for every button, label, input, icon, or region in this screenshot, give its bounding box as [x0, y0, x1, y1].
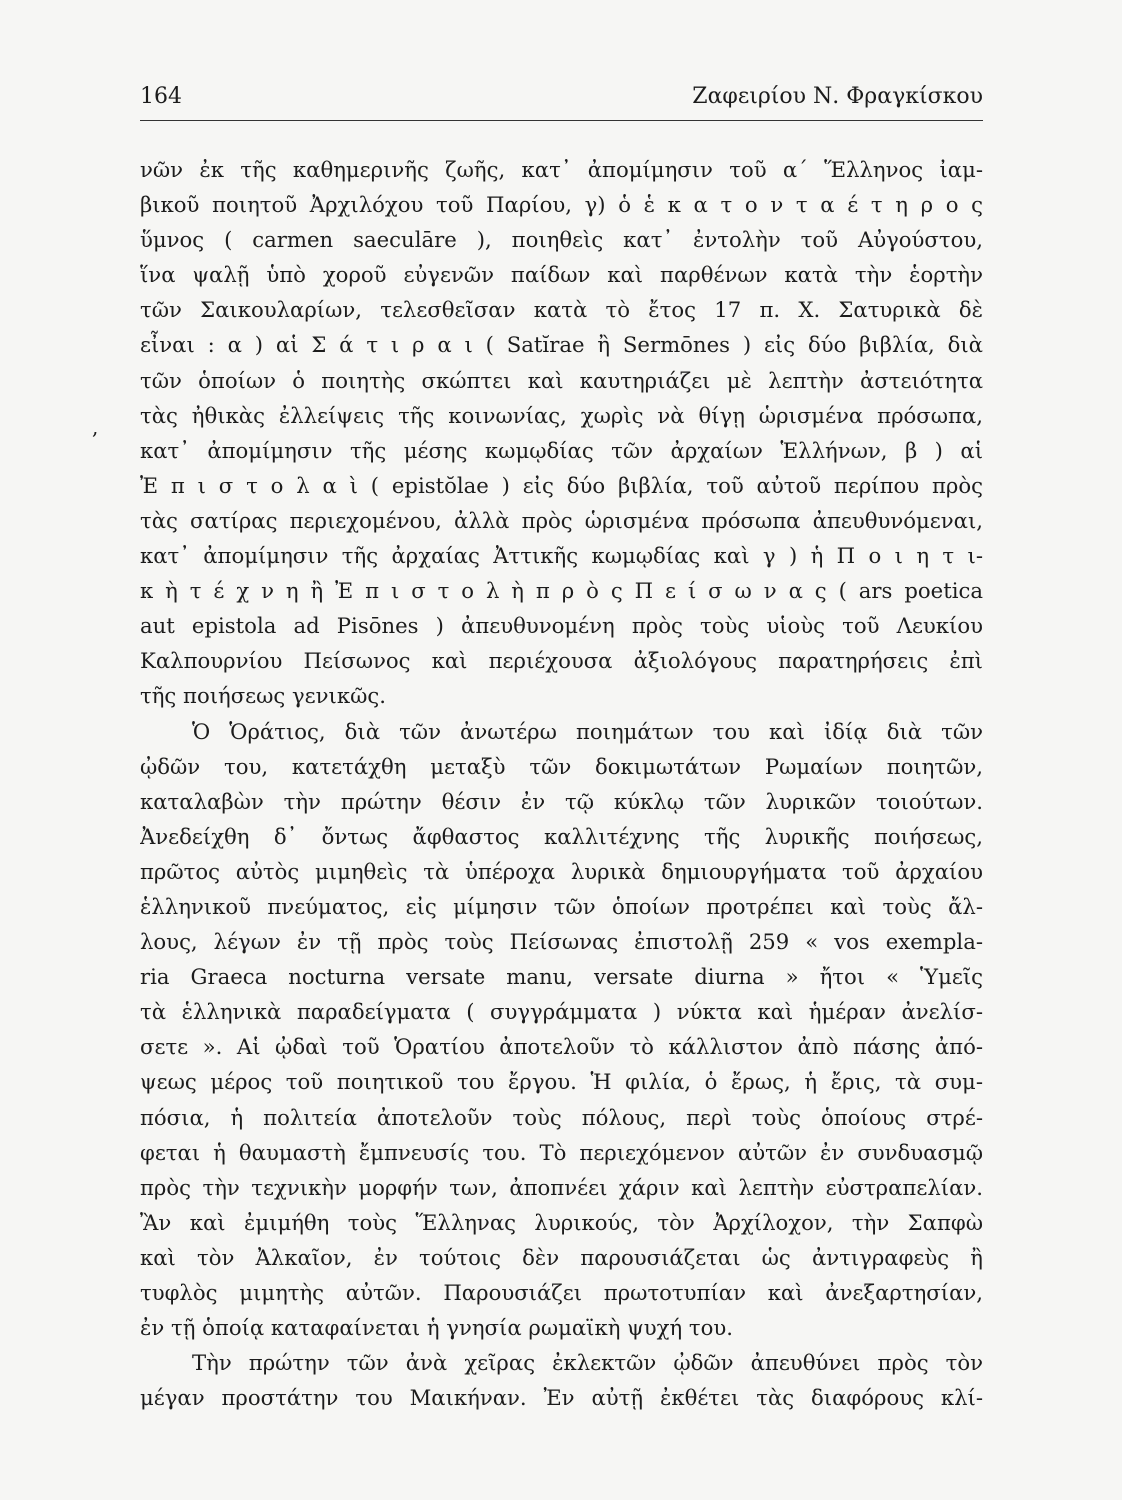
text-line: πρὸς τὴν τεχνικὴν μορφήν των, ἀποπνέει χάριν καὶ λεπτὴν εὐστραπελίαν.: [140, 1174, 983, 1200]
text-line: ᾠδῶν του, κατετάχθη μεταξὺ τῶν δοκιμωτάτων Ρωμαίων ποιητῶν,: [140, 753, 983, 779]
text-line: κ ὴ τ έ χ ν η ἢ Ἐ π ι σ τ ο λ ὴ π ρ ὸ ς Π ε ί σ ω ν α ς ( ars poetica: [140, 578, 983, 604]
text-line: ἐν τῇ ὁποίᾳ καταφαίνεται ἡ γνησία ρωμαϊκὴ ψυχή του.: [140, 1315, 734, 1341]
text-line: Καλπουρνίου Πείσωνος καὶ περιέχουσα ἀξιολόγους παρατηρήσεις ἐπὶ: [140, 648, 983, 674]
text-line: κατ᾽ ἀπομίμησιν τῆς μέσης κωμῳδίας τῶν ἀρχαίων Ἑλλήνων, β ) αἱ: [140, 437, 983, 463]
page-header: [140, 80, 983, 121]
text-line: τὰ ἑλληνικὰ παραδείγματα ( συγγράμματα ) νύκτα καὶ ἡμέραν ἀνελίσ-: [140, 999, 983, 1025]
text-line: πόσια, ἡ πολιτεία ἀποτελοῦν τοὺς πόλους, περὶ τοὺς ὁποίους στρέ-: [140, 1104, 983, 1130]
text-line: Ἀνεδείχθη δ᾽ ὄντως ἄφθαστος καλλιτέχνης τῆς λυρικῆς ποιήσεως,: [140, 823, 983, 849]
text-line: λους, λέγων ἐν τῇ πρὸς τοὺς Πείσωνας ἐπιστολῇ 259 « vos exempla-: [140, 929, 983, 955]
text-line: Τὴν πρώτην τῶν ἀνὰ χεῖρας ἐκλεκτῶν ᾠδῶν ἀπευθύνει πρὸς τὸν: [192, 1350, 983, 1376]
page-number: 164: [140, 84, 182, 109]
text-line: φεται ἡ θαυμαστὴ ἔμπνευσίς του. Τὸ περιεχόμενον αὐτῶν ἐν συνδυασμῷ: [140, 1139, 983, 1165]
margin-mark: ,: [92, 415, 99, 439]
text-line: τυφλὸς μιμητὴς αὐτῶν. Παρουσιάζει πρωτοτυπίαν καὶ ἀνεξαρτησίαν,: [140, 1280, 983, 1305]
text-line: aut epistola ad Pisōnes ) ἀπευθυνομένη πρὸς τοὺς υἱοὺς τοῦ Λευκίου: [140, 613, 983, 639]
text-line: ὕμνος ( carmen saeculāre ), ποιηθεὶς κατ᾽ ἐντολὴν τοῦ Αὐγούστου,: [140, 227, 983, 253]
body-text: [140, 152, 983, 1415]
text-line: Ἂν καὶ ἐμιμήθη τοὺς Ἕλληνας λυρικούς, τὸν Ἀρχίλοχον, τὴν Σαπφὼ: [140, 1209, 983, 1235]
text-line: καταλαβὼν τὴν πρώτην θέσιν ἐν τῷ κύκλῳ τῶν λυρικῶν τοιούτων.: [140, 788, 983, 814]
text-line: εἶναι : α ) αἱ Σ ά τ ι ρ α ι ( Satĭrae ἢ Sermōnes ) εἰς δύο βιβλία, διὰ: [140, 332, 983, 358]
text-line: σετε ». Αἱ ᾠδαὶ τοῦ Ὁρατίου ἀποτελοῦν τὸ κάλλιστον ἀπὸ πάσης ἀπό-: [140, 1034, 983, 1060]
text-line: τὰς σατίρας περιεχομένου, ἀλλὰ πρὸς ὡρισμένα πρόσωπα ἀπευθυνόμεναι,: [140, 507, 983, 533]
text-line: τῶν ὁποίων ὁ ποιητὴς σκώπτει καὶ καυτηριάζει μὲ λεπτὴν ἀστειότητα: [140, 367, 983, 393]
text-line: ἵνα ψαλῇ ὑπὸ χοροῦ εὐγενῶν παίδων καὶ παρθένων κατὰ τὴν ἑορτὴν: [140, 262, 983, 288]
text-line: κατ᾽ ἀπομίμησιν τῆς ἀρχαίας Ἀττικῆς κωμῳδίας καὶ γ ) ἡ Π ο ι η τ ι-: [140, 543, 983, 569]
text-line: τῆς ποιήσεως γενικῶς.: [140, 683, 386, 709]
text-line: καὶ τὸν Ἀλκαῖον, ἐν τούτοις δὲν παρουσιάζεται ὡς ἀντιγραφεὺς ἢ: [140, 1244, 983, 1270]
text-line: Ὁ Ὁράτιος, διὰ τῶν ἀνωτέρω ποιημάτων του καὶ ἰδίᾳ διὰ τῶν: [192, 718, 983, 744]
text-line: ἑλληνικοῦ πνεύματος, εἰς μίμησιν τῶν ὁποίων προτρέπει καὶ τοὺς ἄλ-: [140, 893, 983, 919]
text-line: βικοῦ ποιητοῦ Ἀρχιλόχου τοῦ Παρίου, γ) ὁ ἑ κ α τ ο ν τ α έ τ η ρ ο ς: [140, 192, 983, 218]
text-line: ψεως μέρος τοῦ ποιητικοῦ του ἔργου. Ἡ φιλία, ὁ ἔρως, ἡ ἔρις, τὰ συμ-: [140, 1069, 983, 1095]
text-line: μέγαν προστάτην του Μαικήναν. Ἐν αὐτῇ ἐκθέτει τὰς διαφόρους κλί-: [140, 1385, 983, 1411]
text-line: τὰς ἠθικὰς ἐλλείψεις τῆς κοινωνίας, χωρὶς νὰ θίγῃ ὡρισμένα πρόσωπα,: [140, 402, 983, 428]
text-line: νῶν ἐκ τῆς καθημερινῆς ζωῆς, κατ᾽ ἀπομίμησιν τοῦ α΄ Ἕλληνος ἰαμ-: [140, 157, 983, 182]
text-line: ria Graeca nocturna versate manu, versate diurna » ἤτοι « Ὑμεῖς: [140, 964, 983, 990]
running-head: Ζαφειρίου Ν. Φραγκίσκου: [692, 84, 983, 109]
text-line: πρῶτος αὐτὸς μιμηθεὶς τὰ ὑπέροχα λυρικὰ δημιουργήματα τοῦ ἀρχαίου: [140, 858, 983, 884]
text-line: τῶν Σαικουλαρίων, τελεσθεῖσαν κατὰ τὸ ἔτος 17 π. Χ. Σατυρικὰ δὲ: [140, 297, 983, 323]
text-line: Ἐ π ι σ τ ο λ α ὶ ( epistŏlae ) εἰς δύο βιβλία, τοῦ αὐτοῦ περίπου πρὸς: [140, 472, 983, 498]
